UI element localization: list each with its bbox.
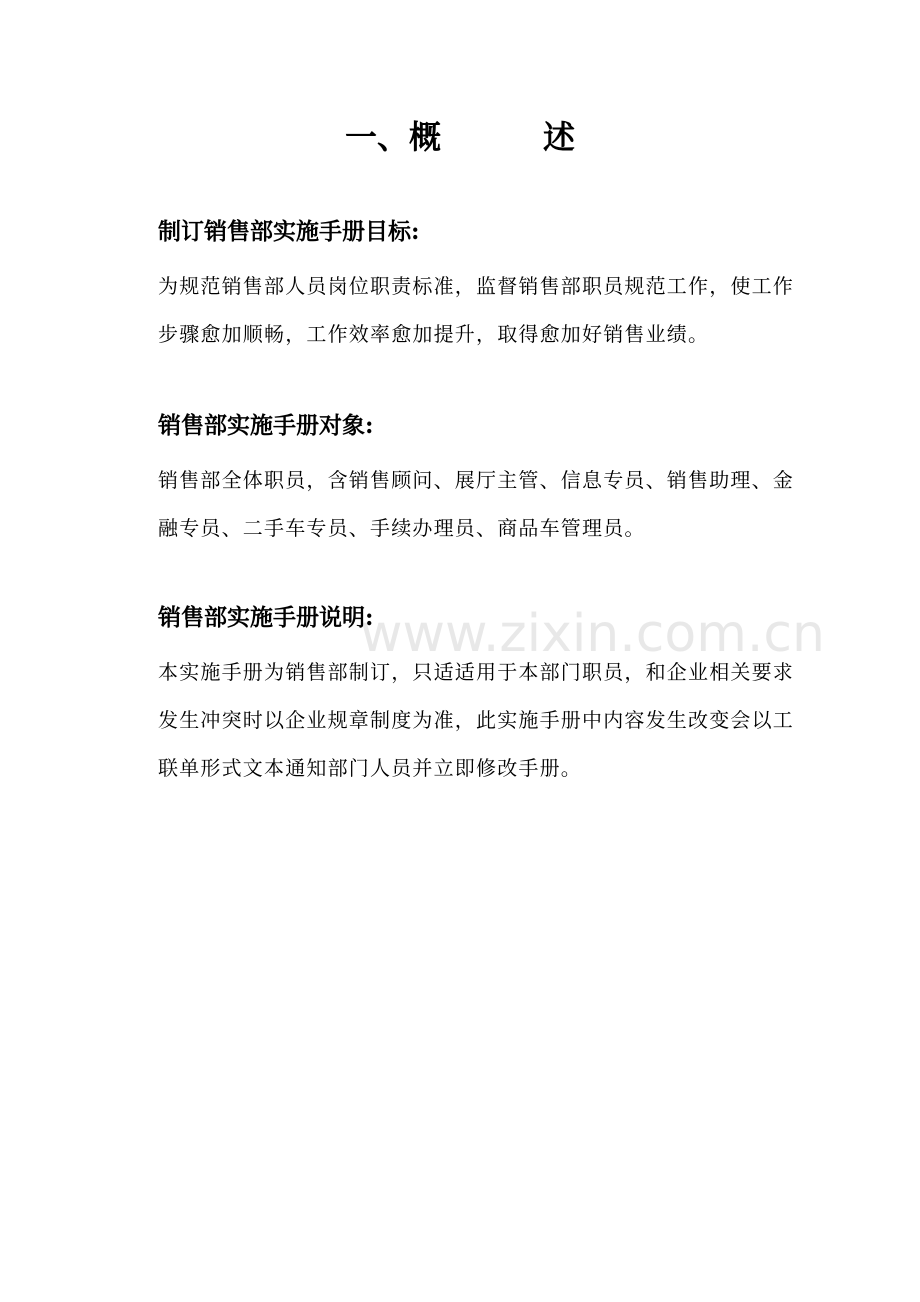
- page-title-part-2: 述: [543, 118, 576, 156]
- section-heading: 销售部实施手册对象:: [158, 412, 374, 439]
- watermark: www.zixin.com.cn: [360, 604, 825, 664]
- section-heading: 制订销售部实施手册目标:: [158, 218, 420, 245]
- section-heading: 销售部实施手册说明:: [158, 604, 374, 631]
- section-paragraph: 销售部全体职员，含销售顾问、展厅主管、信息专员、销售助理、金融专员、二手车专员、手续办理员、商品车管理员。: [158, 468, 794, 540]
- section-goal: [158, 214, 818, 358]
- section-paragraph: 为规范销售部人员岗位职责标准，监督销售部职员规范工作，使工作步骤愈加顺畅，工作效率愈加提升，取得愈加好销售业绩。: [158, 274, 794, 346]
- page-title-part-1: 一、概: [344, 118, 441, 156]
- section-paragraph: 本实施手册为销售部制订，只适适用于本部门职员，和企业相关要求发生冲突时以企业规章制度为准，此实施手册中内容发生改变会以工联单形式文本通知部门人员并立即修改手册。: [158, 660, 794, 780]
- page-title: [0, 112, 920, 162]
- section-description: [158, 600, 818, 792]
- section-audience: [158, 408, 818, 552]
